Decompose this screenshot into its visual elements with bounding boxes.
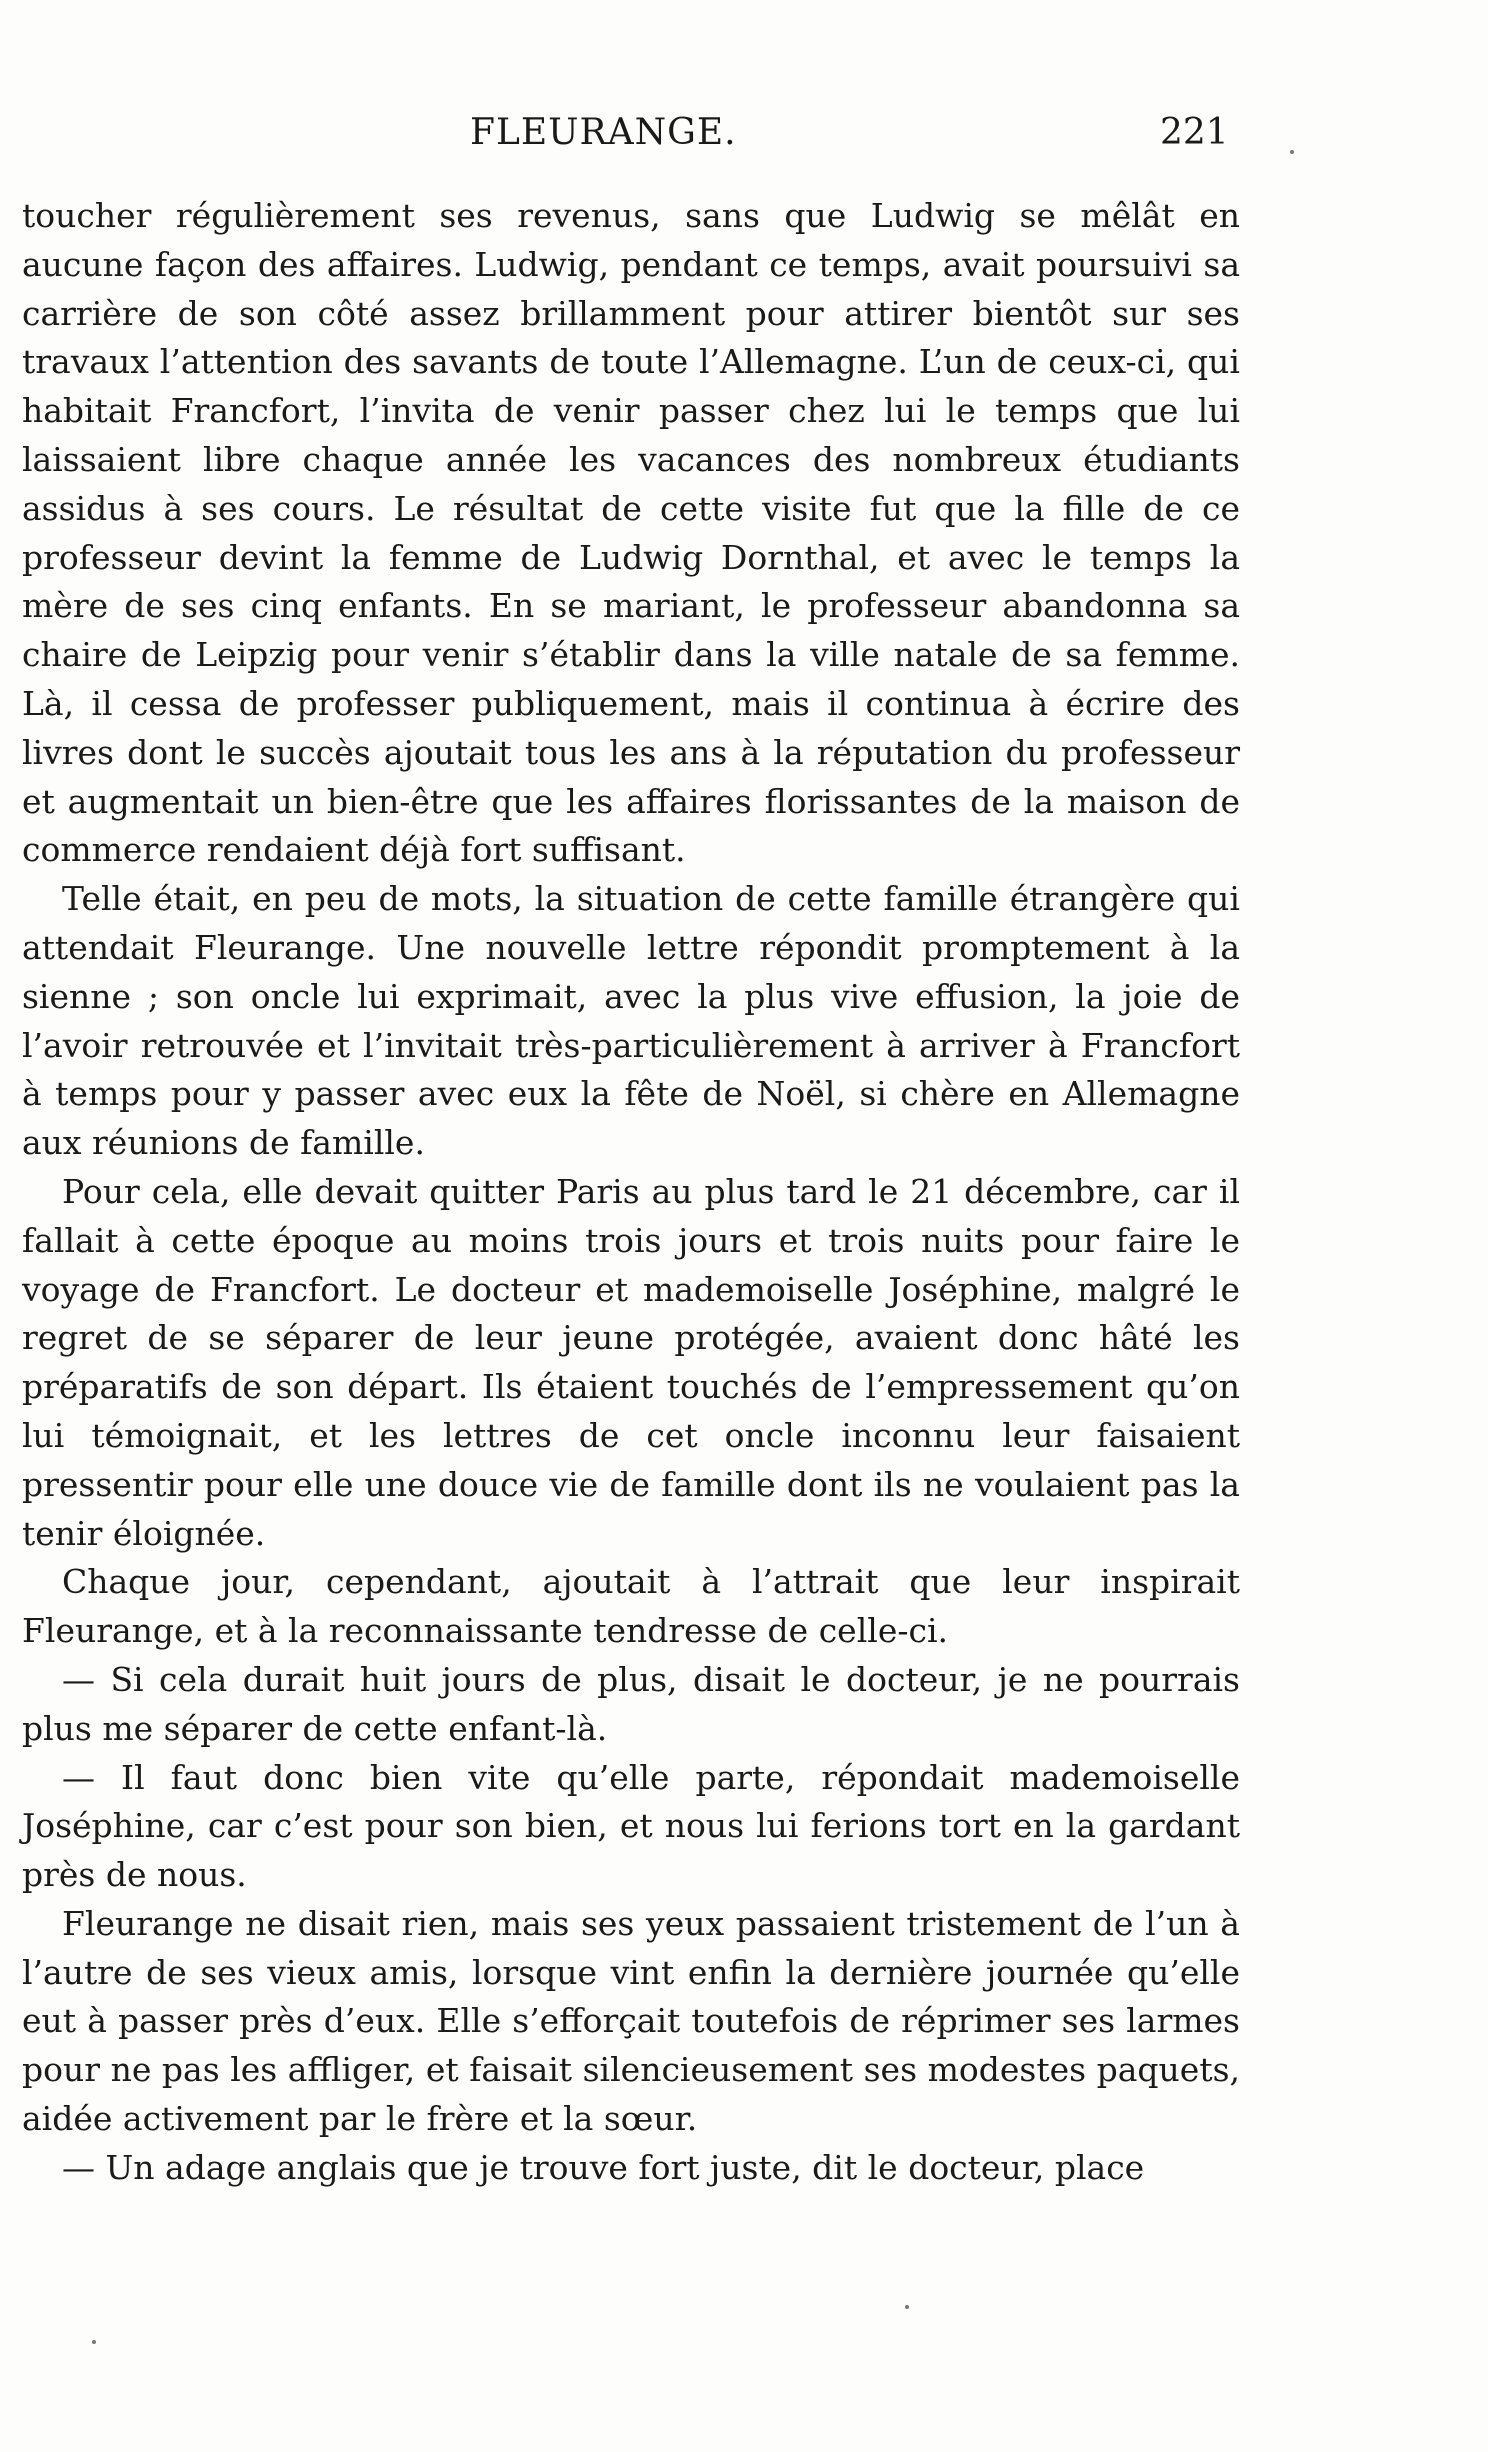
scan-speck (1290, 150, 1294, 154)
body-text (22, 192, 1240, 2193)
paragraph: — Il faut donc bien vite qu’elle parte, répondait mademoiselle Joséphine, car c’est pour son bien, et nous lui ferions tort en la gardant près de nous. (22, 1757, 1240, 1895)
page-number: 221 (1160, 112, 1229, 153)
paragraph: — Si cela durait huit jours de plus, disait le docteur, je ne pourrais plus me séparer de cette enfant-là. (22, 1659, 1240, 1748)
paragraph: Chaque jour, cependant, ajoutait à l’attrait que leur inspirait Fleurange, et à la reconnaissante tendresse de celle-ci. (22, 1562, 1240, 1651)
running-title: FLEURANGE. (470, 112, 737, 153)
scan-speck (92, 2340, 96, 2344)
paragraph: Pour cela, elle devait quitter Paris au plus tard le 21 décembre, car il fallait à cette époque au moins trois jours et trois nuits pour faire le voyage de Francfort. Le docteur et mademoiselle Joséphine, malgré le regret de se séparer de leur jeune protégée, avaient donc hâté les préparatifs de son départ. Ils étaient touchés de l’empressement qu’on lui témoignait, et les lettres de cet oncle inconnu leur faisaient pressentir pour elle une douce vie de famille dont ils ne voulaient pas la tenir éloignée. (22, 1171, 1240, 1553)
page-header (0, 112, 1488, 172)
paragraph: — Un adage anglais que je trouve fort juste, dit le docteur, place (62, 2147, 1145, 2187)
scan-speck (905, 2305, 909, 2309)
paragraph: toucher régulièrement ses revenus, sans que Ludwig se mêlât en aucune façon des affaires. Ludwig, pendant ce temps, avait poursuivi sa carrière de son côté assez brillamment pour attirer bientôt sur ses travaux l’attention des savants de toute l’Allemagne. L’un de ceux-ci, qui habitait Francfort, l’invita de venir passer chez lui le temps que lui laissaient libre chaque année les vacances des nombreux étudiants assidus à ses cours. Le résultat de cette visite fut que la fille de ce professeur devint la femme de Ludwig Dornthal, et avec le temps la mère de ses cinq enfants. En se mariant, le professeur abandonna sa chaire de Leipzig pour venir s’établir dans la ville natale de sa femme. Là, il cessa de professer publiquement, mais il continua à écrire des livres dont le succès ajoutait tous les ans à la réputation du professeur et augmentait un bien-être que les affaires florissantes de la maison de commerce rendaient déjà fort suffisant. (22, 196, 1240, 870)
paragraph: Fleurange ne disait rien, mais ses yeux passaient tristement de l’un à l’autre de ses vieux amis, lorsque vint enfin la dernière journée qu’elle eut à passer près d’eux. Elle s’efforçait toutefois de réprimer ses larmes pour ne pas les affliger, et faisait silencieusement ses modestes paquets, aidée activement par le frère et la sœur. (22, 1903, 1240, 2139)
paragraph: Telle était, en peu de mots, la situation de cette famille étrangère qui attendait Fleurange. Une nouvelle lettre répondit promptement à la sienne ; son oncle lui exprimait, avec la plus vive effusion, la joie de l’avoir retrouvée et l’invitait très-particulièrement à arriver à Francfort à temps pour y passer avec eux la fête de Noël, si chère en Allemagne aux réunions de famille. (22, 879, 1240, 1163)
